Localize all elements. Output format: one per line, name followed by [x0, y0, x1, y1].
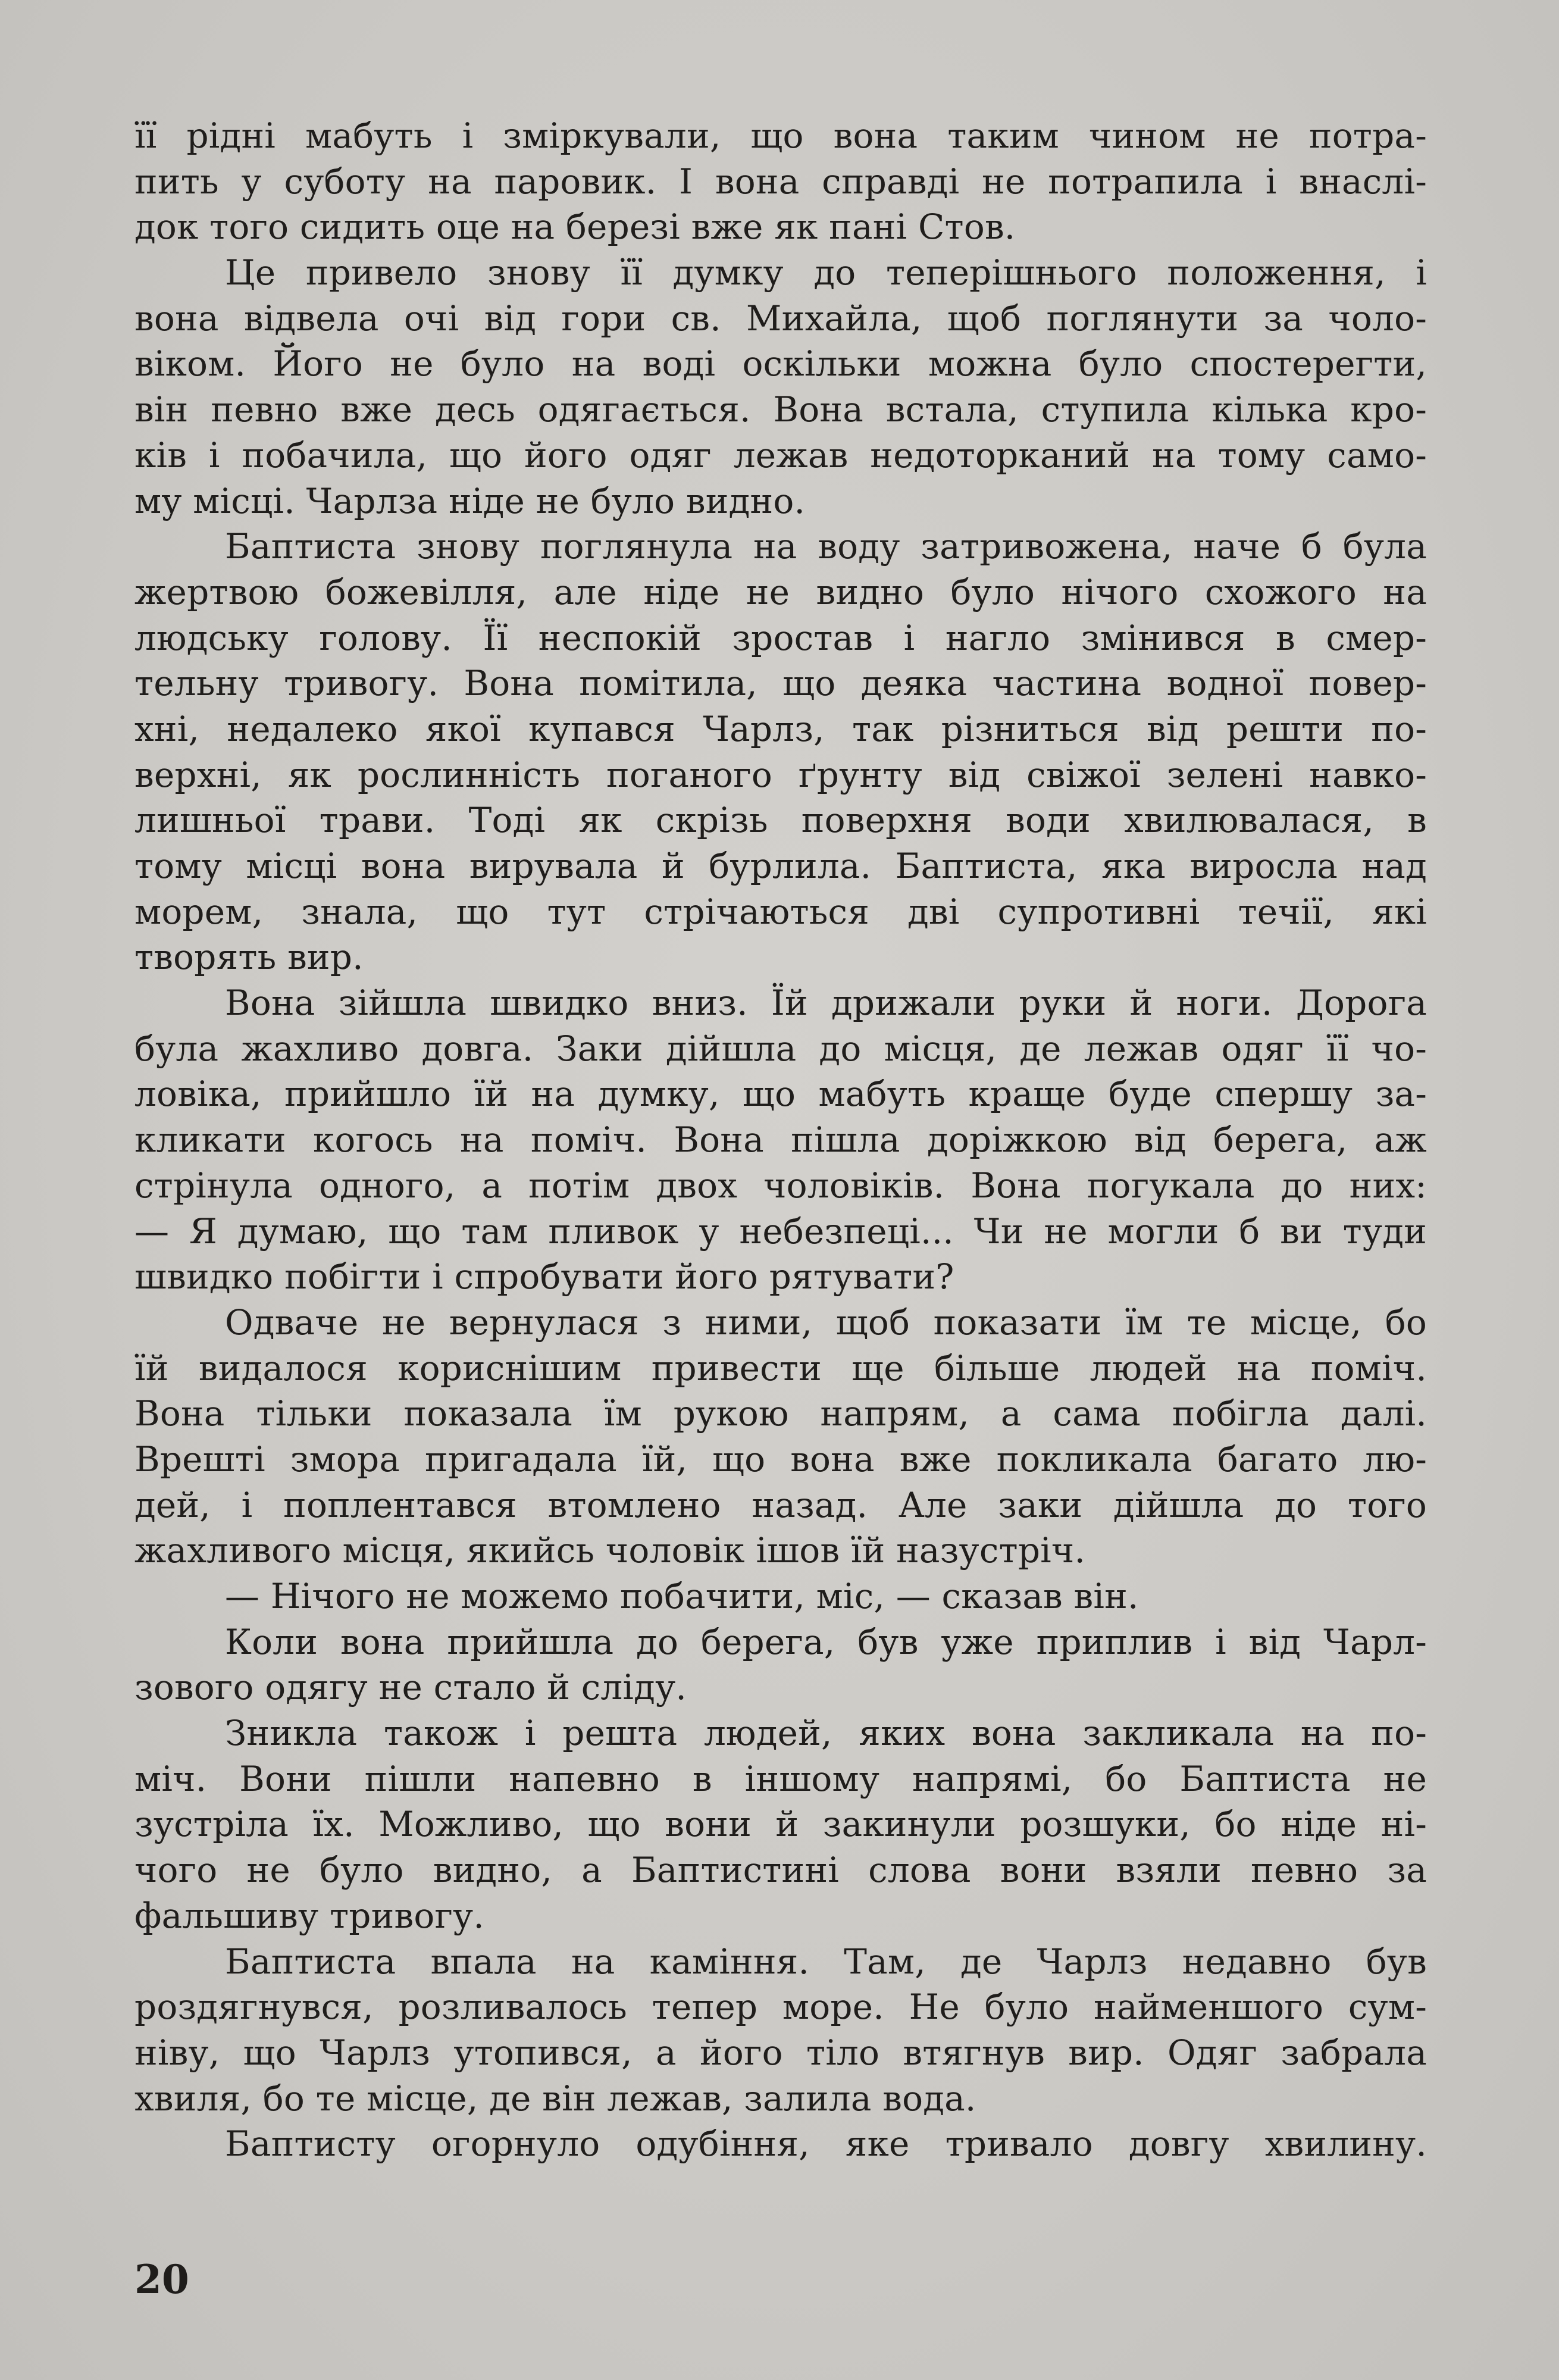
text-line: міч. Вони пішли напевно в іншому напрямі, бо Баптиста не — [134, 1758, 1427, 1799]
text-line: віком. Його не було на воді оскільки можна було спостерегти, — [134, 343, 1427, 384]
text-line: хвиля, бо те місце, де він лежав, залила вода. — [134, 2078, 976, 2119]
text-line: жертвою божевілля, але ніде не видно було нічого схожого на — [134, 571, 1427, 612]
text-line: — Я думаю, що там пливок у небезпеці... Чи не могли б ви туди — [134, 1211, 1427, 1252]
text-line: була жахливо довга. Заки дійшла до місця, де лежав одяг її чо- — [134, 1028, 1427, 1069]
body-text — [134, 113, 1427, 2167]
text-line: му місці. Чарлза ніде не було видно. — [134, 480, 806, 521]
text-line: Врешті змора пригадала їй, що вона вже покликала багато лю- — [134, 1438, 1427, 1480]
text-line: верхні, як рослинність поганого ґрунту від свіжої зелені навко- — [134, 754, 1427, 795]
text-line: їй видалося кориснішим привести ще більше людей на поміч. — [134, 1347, 1427, 1388]
text-line: ків і побачила, що його одяг лежав недоторканий на тому само- — [134, 434, 1427, 476]
page-number: 20 — [134, 2256, 189, 2303]
text-line: — Нічого не можемо побачити, міс, — сказав він. — [225, 1576, 1139, 1616]
text-line: док того сидить оце на березі вже як пані Стов. — [134, 207, 1016, 248]
text-line: кликати когось на поміч. Вона пішла доріжкою від берега, аж — [134, 1119, 1427, 1161]
text-line: Вона тільки показала їм рукою напрям, а сама побігла далі. — [134, 1393, 1427, 1434]
text-line: ловіка, прийшло їй на думку, що мабуть краще буде спершу за- — [134, 1074, 1427, 1115]
text-line: хні, недалеко якої купався Чарлз, так різниться від решти по- — [134, 708, 1427, 749]
text-line: стрінула одного, а потім двох чоловіків. Вона погукала до них: — [134, 1165, 1427, 1206]
text-line: Баптиста знову поглянула на воду затривожена, наче б була — [225, 526, 1427, 567]
text-line: жахливого місця, якийсь чоловік ішов їй назустріч. — [134, 1530, 1086, 1571]
text-line: Це привело знову її думку до теперішнього положення, і — [225, 252, 1427, 293]
text-line: тому місці вона вирувала й бурлила. Баптиста, яка виросла над — [134, 846, 1427, 886]
text-line: роздягнувся, розливалось тепер море. Не було найменшого сум- — [134, 1987, 1427, 2028]
text-line: зового одягу не стало й сліду. — [134, 1667, 687, 1708]
text-line: лишньої трави. Тоді як скрізь поверхня води хвилювалася, в — [134, 800, 1427, 841]
text-line: швидко побігти і спробувати його рятувати? — [134, 1256, 954, 1297]
text-line: Одваче не вернулася з ними, щоб показати їм те місце, бо — [225, 1302, 1427, 1343]
text-line: тельну тривогу. Вона помітила, що деяка частина водної повер- — [134, 663, 1427, 704]
text-line: зустріла їх. Можливо, що вони й закинули розшуки, бо ніде ні- — [134, 1804, 1427, 1845]
text-line: її рідні мабуть і зміркували, що вона таким чином не потра- — [134, 115, 1427, 156]
text-line: Вона зійшла швидко вниз. Їй дрижали руки й ноги. Дорога — [225, 983, 1427, 1024]
text-line: фальшиву тривогу. — [134, 1895, 484, 1936]
text-line: чого не було видно, а Баптистині слова вони взяли певно за — [134, 1850, 1427, 1891]
text-line: Зникла також і решта людей, яких вона закликала на по- — [225, 1713, 1427, 1754]
text-line: він певно вже десь одягається. Вона встала, ступила кілька кро- — [134, 389, 1427, 430]
text-line: морем, знала, що тут стрічаються дві супротивні течії, які — [134, 891, 1427, 932]
text-line: людську голову. Її неспокій зростав і нагло змінився в смер- — [134, 617, 1427, 658]
text-line: пить у суботу на паровик. І вона справді не потрапила і внаслі- — [134, 161, 1427, 202]
text-line: Баптиста впала на каміння. Там, де Чарлз недавно був — [225, 1941, 1427, 1982]
text-line: вона відвела очі від гори св. Михайла, щоб поглянути за чоло- — [134, 298, 1427, 339]
text-line: Баптисту огорнуло одубіння, яке тривало довгу хвилину. — [225, 2123, 1427, 2165]
text-line: Коли вона прийшла до берега, був уже приплив і від Чарл- — [225, 1621, 1427, 1662]
text-line: творять вир. — [134, 937, 364, 978]
text-line: ніву, що Чарлз утопився, а його тіло втягнув вир. Одяг забрала — [134, 2032, 1427, 2073]
text-line: дей, і поплентався втомлено назад. Але заки дійшла до того — [134, 1484, 1427, 1525]
